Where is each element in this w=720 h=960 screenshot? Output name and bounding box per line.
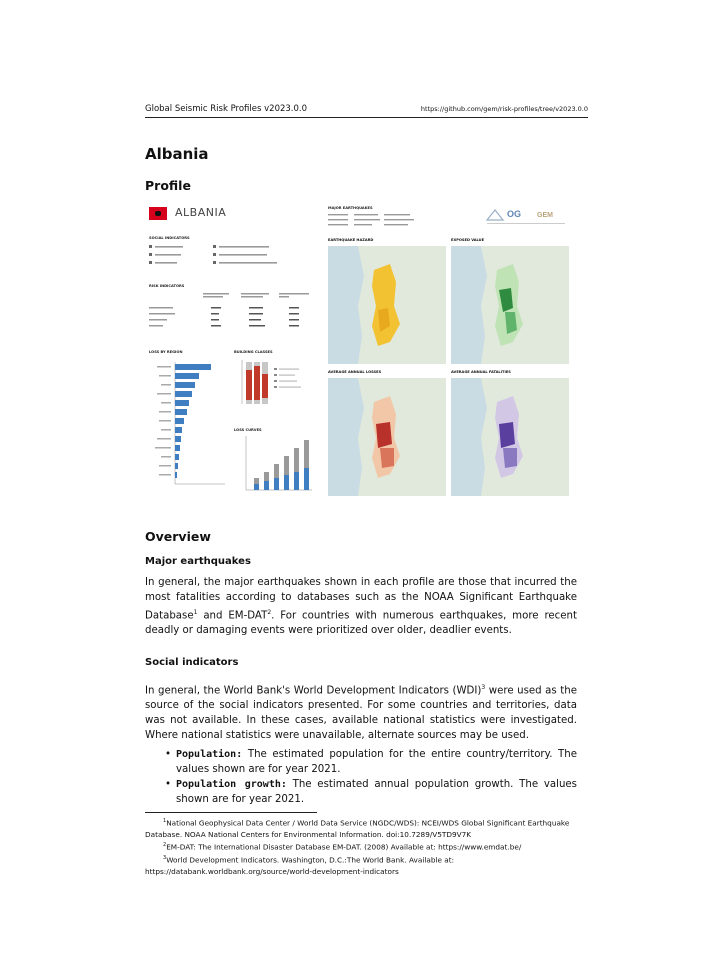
footnote-divider: [145, 812, 317, 813]
footnote-ref-2: 2: [267, 609, 272, 616]
aal-map: [328, 370, 446, 496]
list-item: • Population: The estimated population for the entire country/territory. The values shown are for year 2021.: [165, 747, 577, 777]
risk-indicators-label: RISK INDICATORS: [149, 284, 185, 288]
partner-logos: [485, 202, 570, 226]
loss-by-region-chart: [149, 358, 229, 498]
footnote-ref-1: 1: [193, 609, 198, 616]
major-earthquakes-label: MAJOR EARTHQUAKES: [328, 206, 373, 210]
logo-text-og: OG: [507, 209, 522, 219]
logo-text-gem: GEM: [537, 212, 553, 219]
header-title: Global Seismic Risk Profiles v2023.0.0: [145, 104, 308, 114]
overview-heading: Overview: [145, 529, 211, 544]
running-header: [145, 103, 588, 118]
footnotes: [145, 816, 577, 878]
footnote-ref-3: 3: [481, 684, 486, 691]
aal-map-title: AVERAGE ANNUAL LOSSES: [328, 370, 382, 374]
albania-flag-icon: [149, 207, 167, 220]
profile-heading: Profile: [145, 178, 191, 193]
hazard-map-title: EARTHQUAKE HAZARD: [328, 238, 374, 242]
footnote-3: $^3$World Development Indicators. Washington, D.C.:The World Bank. Available at: https://databank.worldbank.org/source/world-development-indicators: [145, 855, 455, 877]
profile-country-name: ALBANIA: [175, 206, 227, 219]
social-indicators-heading: Social indicators: [145, 657, 239, 668]
building-classes-chart: [234, 356, 314, 416]
aaf-map-title: AVERAGE ANNUAL FATALITIES: [451, 370, 511, 374]
list-item: • Population growth: The estimated annual population growth. The values shown are for year 2021.: [165, 777, 577, 807]
major-earthquakes-list: [328, 212, 438, 230]
building-classes-label: BUILDING CLASSES: [234, 350, 273, 354]
indicator-definitions-list: [165, 747, 577, 807]
social-indicators-rows: [149, 243, 309, 271]
footnote-2: $^2$EM-DAT: The International Disaster Database EM-DAT. (2008) Available at: https://www.emdat.be/: [163, 842, 522, 852]
major-earthquakes-paragraph: In general, the major earthquakes shown in each profile are those that incurred the most fatalities according to databases such as the NOAA Significant Earthquake Database$^1$ and EM-DAT$^2$. For countries with numerous earthquakes, more recent deadly or damaging events were prioritized over older, deadlier events.: [145, 577, 577, 637]
loss-curves-chart: [234, 434, 314, 498]
profile-infographic: [145, 198, 575, 500]
page-title: Albania: [145, 145, 209, 163]
header-url[interactable]: https://github.com/gem/risk-profiles/tree/v2023.0.0: [420, 105, 588, 113]
aaf-map: [451, 370, 569, 496]
exposed-value-map: [451, 238, 569, 364]
risk-indicators-table: [149, 292, 319, 334]
earthquake-hazard-map: [328, 238, 446, 364]
loss-by-region-label: LOSS BY REGION: [149, 350, 183, 354]
major-earthquakes-heading: Major earthquakes: [145, 556, 251, 567]
loss-curves-label: LOSS CURVES: [234, 428, 262, 432]
footnote-1: $^1$National Geophysical Data Center / World Data Service (NGDC/WDS): NCEI/WDS Global Significant Earthquake Database. NOAA National Centers for Environmental Information. doi:10.7289/V5TD9V7K: [145, 818, 570, 839]
exposed-map-title: EXPOSED VALUE: [451, 238, 485, 242]
social-indicators-label: SOCIAL INDICATORS: [149, 236, 190, 240]
social-indicators-paragraph: In general, the World Bank's World Development Indicators (WDI)$^3$ were used as the source of the social indicators presented. For some countries and territories, data was not available. In these cases, available national statistics were investigated. Where national statistics were unavailable, alternate sources may be used.: [145, 684, 577, 742]
